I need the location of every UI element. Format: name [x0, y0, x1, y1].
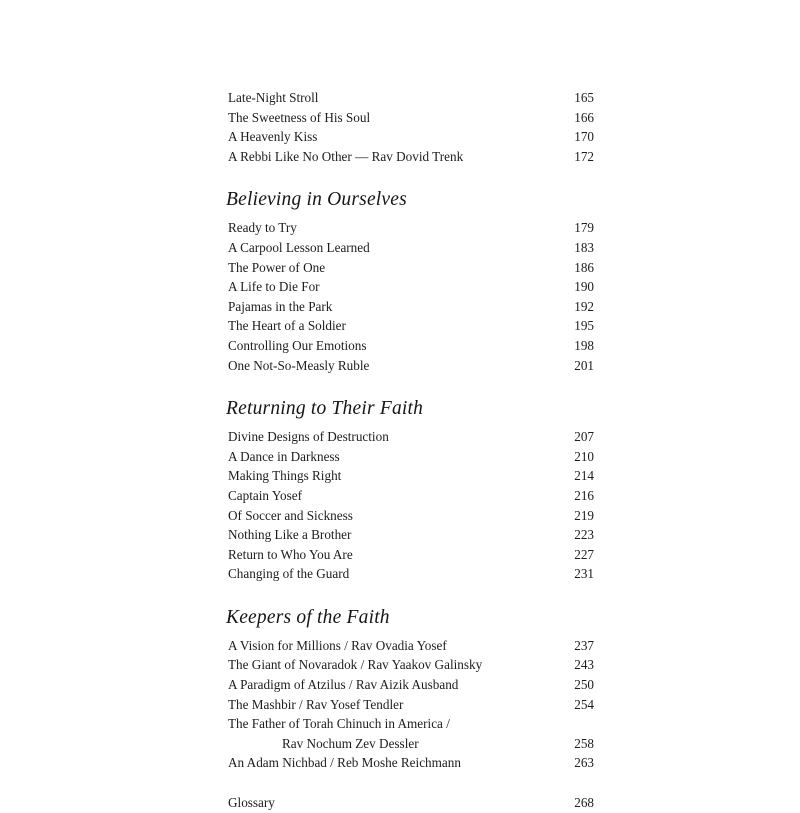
toc-entry-title: A Vision for Millions / Rav Ovadia Yosef [228, 637, 447, 653]
toc-entry-page-number: 214 [574, 468, 594, 484]
toc-entry-title: The Mashbir / Rav Yosef Tendler [228, 696, 404, 712]
toc-entry-title: Of Soccer and Sickness [228, 507, 353, 523]
toc-entry-page-number: 186 [574, 259, 594, 275]
toc-entry-title: The Power of One [228, 259, 326, 275]
toc-entry-page-number: 166 [574, 109, 594, 125]
toc-entry-page-number: 263 [574, 755, 594, 771]
toc-entry-page-number: 201 [574, 357, 594, 373]
toc-entry[interactable] [228, 316, 594, 336]
toc-entry-page-number: 254 [574, 696, 594, 712]
toc-entry-title: Return to Who You Are [228, 546, 353, 562]
toc-entry-title: A Rebbi Like No Other — Rav Dovid Trenk [228, 148, 464, 164]
toc-entry[interactable] [228, 636, 594, 656]
toc-entry-page-number: 170 [574, 129, 594, 145]
toc-entry-title: A Carpool Lesson Learned [228, 239, 370, 255]
toc-entry-title: Late-Night Stroll [228, 90, 319, 105]
table-of-contents [228, 88, 594, 813]
toc-entry[interactable] [228, 695, 594, 715]
toc-entry-page-number: 172 [574, 148, 594, 164]
toc-entry-page-number: 190 [574, 279, 594, 295]
toc-entry[interactable] [228, 218, 594, 238]
toc-entry-title: Pajamas in the Park [228, 298, 333, 314]
section-heading: Returning to Their Faith [226, 398, 424, 420]
spacer [228, 773, 594, 793]
toc-entry-page-number: 250 [574, 677, 594, 693]
toc-entry[interactable] [228, 147, 594, 167]
toc-entry[interactable] [228, 127, 594, 147]
toc-entry[interactable] [228, 258, 594, 278]
toc-entry[interactable] [228, 336, 594, 356]
toc-entry-page-number: 231 [574, 566, 594, 582]
toc-entry-page-number: 223 [574, 527, 594, 543]
section-heading: Believing in Ourselves [226, 189, 407, 211]
toc-entry[interactable] [228, 88, 594, 108]
toc-entry-page-number: 192 [574, 298, 594, 314]
toc-entry-title: The Father of Torah Chinuch in America / [228, 716, 450, 732]
toc-entry-page-number: 179 [574, 220, 594, 236]
toc-entry-title: The Heart of a Soldier [228, 318, 346, 334]
toc-entry-title: A Dance in Darkness [228, 448, 340, 464]
toc-entry[interactable] [228, 277, 594, 297]
toc-entry-title: Controlling Our Emotions [228, 337, 367, 353]
toc-entry[interactable] [228, 675, 594, 695]
toc-entry-title: One Not-So-Measly Ruble [228, 357, 370, 373]
toc-entry-title: Divine Designs of Destruction [228, 429, 389, 445]
toc-entry-page-number: 219 [574, 507, 594, 523]
toc-entry-title: An Adam Nichbad / Reb Moshe Reichmann [228, 755, 461, 771]
toc-entry[interactable] [228, 525, 594, 545]
toc-entry[interactable] [228, 545, 594, 565]
toc-entry-page-number: 183 [574, 239, 594, 255]
toc-entry[interactable] [228, 734, 594, 754]
toc-entry-page-number: 268 [574, 795, 594, 811]
toc-entry-title: Captain Yosef [228, 487, 302, 503]
toc-entry-title: The Giant of Novaradok / Rav Yaakov Galinsky [228, 657, 483, 673]
toc-entry-title: Making Things Right [228, 468, 342, 484]
toc-entry[interactable] [228, 753, 594, 773]
toc-entry[interactable] [228, 427, 594, 447]
toc-entry-title: Nothing Like a Brother [228, 527, 352, 543]
toc-entry-page-number: 198 [574, 337, 594, 353]
toc-entry-title: Ready to Try [228, 220, 297, 236]
toc-entry-page-number: 165 [574, 90, 594, 105]
toc-entry-page-number: 216 [574, 487, 594, 503]
toc-entry[interactable] [228, 486, 594, 506]
toc-entry[interactable] [228, 793, 594, 813]
toc-entry[interactable] [228, 108, 594, 128]
toc-entry-title: A Heavenly Kiss [228, 129, 318, 145]
toc-entry[interactable] [228, 466, 594, 486]
toc-entry[interactable] [228, 506, 594, 526]
toc-entry-title: Glossary [228, 795, 275, 811]
toc-entry-page-number: 210 [574, 448, 594, 464]
toc-entry[interactable] [228, 564, 594, 584]
toc-entry[interactable] [228, 447, 594, 467]
toc-entry-page-number: 195 [574, 318, 594, 334]
toc-entry[interactable] [228, 238, 594, 258]
toc-entry-page-number: 227 [574, 546, 594, 562]
toc-entry-page-number: 258 [574, 735, 594, 751]
toc-entry[interactable] [228, 297, 594, 317]
toc-entry[interactable] [228, 356, 594, 376]
toc-entry[interactable] [228, 655, 594, 675]
toc-entry-title: Changing of the Guard [228, 566, 350, 582]
toc-entry-page-number: 243 [574, 657, 594, 673]
toc-entry[interactable] [228, 714, 594, 734]
toc-entry-title: A Life to Die For [228, 279, 320, 295]
section-heading: Keepers of the Faith [226, 606, 390, 628]
toc-entry-page-number: 237 [574, 637, 594, 653]
toc-entry-title: Rav Nochum Zev Dessler [282, 735, 419, 751]
toc-entry-page-number: 207 [574, 429, 594, 445]
toc-entry-title: The Sweetness of His Soul [228, 109, 371, 125]
toc-entry-title: A Paradigm of Atzilus / Rav Aizik Ausband [228, 677, 459, 693]
